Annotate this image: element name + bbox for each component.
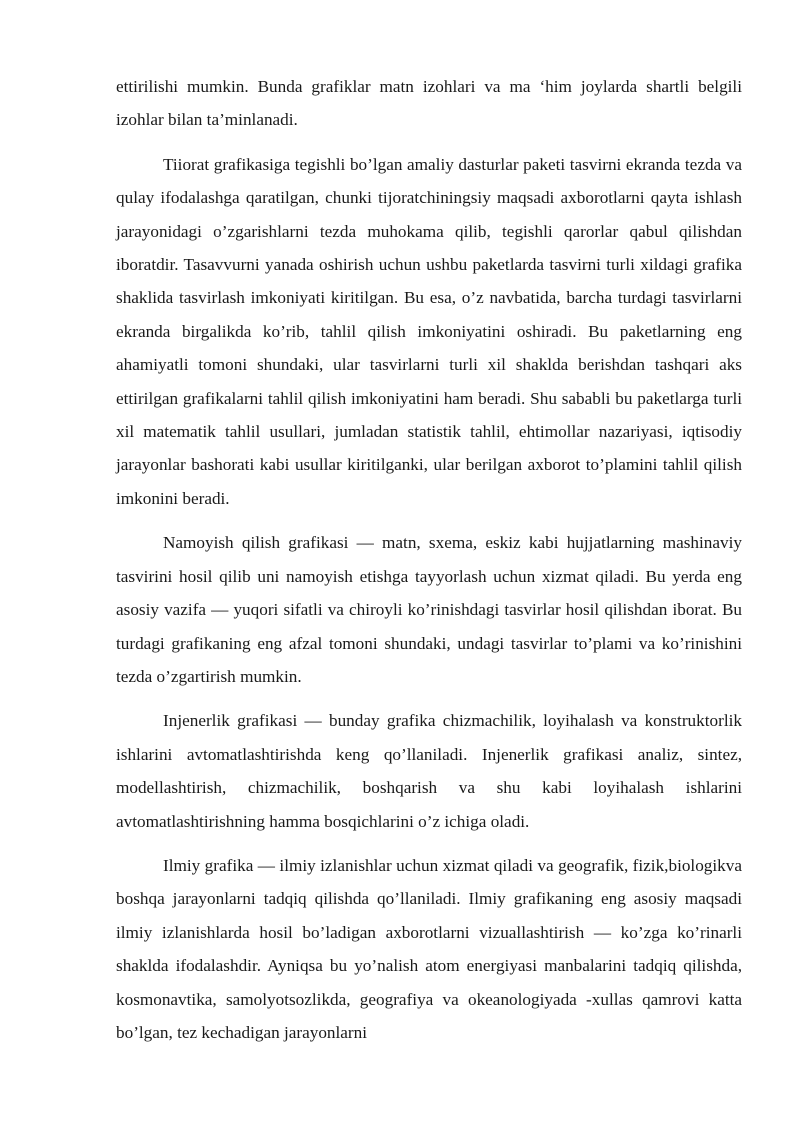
document-page bbox=[116, 70, 742, 1060]
paragraph-presentation-graphics: Namoyish qilish grafikasi — matn, sxema, eskiz kabi hujjatlarning mashinaviy tasvirini hosil qilib uni namoyish etishga tayyorlash uchun xizmat qiladi. Bu yerda eng asosiy vazifa — yuqori sifatli va chiroyli ko’rinishdagi tasvirlar hosil qilishdan iborat. Bu turdagi grafikaning eng afzal tomoni shundaki, undagi tasvirlar to’plami va ko’rinishini tezda o’zgartirish mumkin. bbox=[116, 533, 742, 686]
paragraph-commercial-graphics: Tiiorat grafikasiga tegishli bo’lgan amaliy dasturlar paketi tasvirni ekranda tezda va qulay ifodalashga qaratilgan, chunki tijoratchiningsiy maqsadi axborotlarni qayta ishlash jarayonidagi o’zgarishlarni tezda muhokama qilib, tegishli qarorlar qabul qilishdan iboratdir. Tasavvurni yanada oshirish uchun ushbu paketlarda tasvirni turli xildagi grafika shaklida tasvirlash imkoniyati kiritilgan. Bu esa, o’z navbatida, barcha turdagi tasvirlarni ekranda birgalikda ko’rib, tahlil qilish imkoniyatini oshiradi. Bu paketlarning eng ahamiyatli tomoni shundaki, ular tasvirlarni turli xil shaklda berishdan tashqari aks ettirilgan grafikalarni tahlil qilish imkoniyatini ham beradi. Shu sababli bu paketlarga turli xil matematik tahlil usullari, jumladan statistik tahlil, ehtimollar nazariyasi, iqtisodiy jarayonlar bashorati kabi usullar kiritilganki, ular berilgan axborot to’plamini tahlil qilish imkonini beradi. bbox=[116, 154, 742, 508]
paragraph-engineering-graphics: Injenerlik grafikasi — bunday grafika chizmachilik, loyihalash va konstruktorlik ishlarini avtomatlashtirishda keng qo’llaniladi. Injenerlik grafikasi analiz, sintez, modellashtirish, chizmachilik, boshqarish va shu kabi loyihalash ishlarini avtomatlashtirishning hamma bosqichlarini o’z ichiga oladi. bbox=[116, 711, 742, 831]
paragraph-scientific-graphics: Ilmiy grafika — ilmiy izlanishlar uchun xizmat qiladi va geografik, fizik,biologikva boshqa jarayonlarni tadqiq qilishda qo’llaniladi. Ilmiy grafikaning eng asosiy maqsadi ilmiy izlanishlarda hosil bo’ladigan axborotlarni vizuallashtirish — ko’zga ko’rinarli shaklda ifodalashdir. Ayniqsa bu yo’nalish atom energiyasi manbalarini tadqiq qilishda, kosmonavtika, samolyotsozlikda, geografiya va okeanologiyada -xullas qamrovi katta bo’lgan, tez kechadigan jarayonlarni bbox=[116, 855, 742, 1042]
paragraph-continuation: ettirilishi mumkin. Bunda grafiklar matn izohlari va ma ‘him joylarda shartli belgili izohlar bilan ta’minlanadi. bbox=[116, 77, 742, 130]
